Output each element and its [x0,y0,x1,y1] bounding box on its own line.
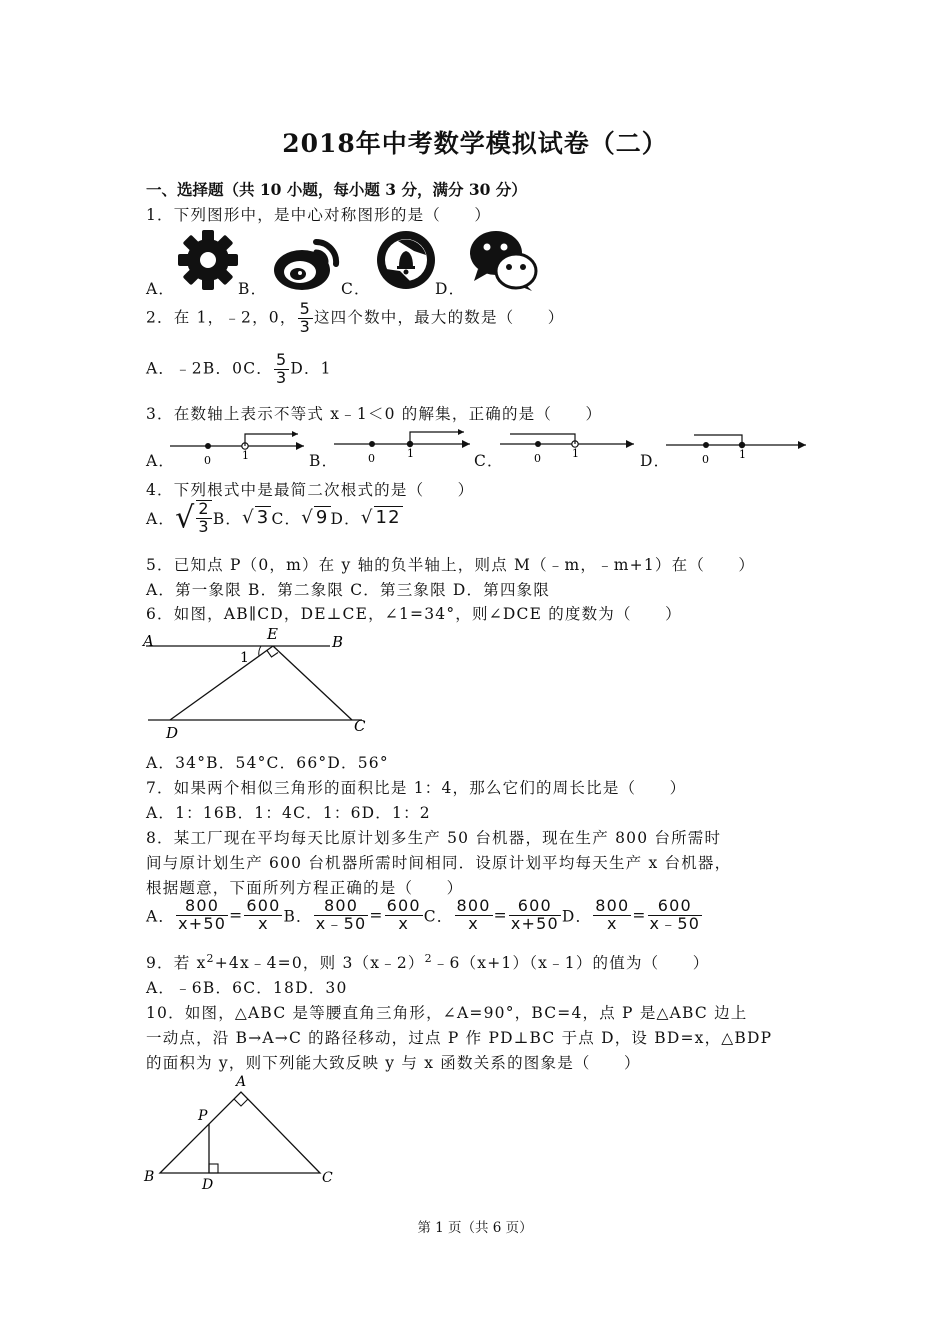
question-7-stem: 7．如果两个相似三角形的面积比是 1：4，那么它们的周长比是（ ） [146,779,687,797]
question-8-line-3: 根据题意，下面所列方程正确的是（ ） [146,879,464,897]
question-9-stem: 9．若 $x^2+4x﹣4=0$，则 3（x﹣2）$^2$﹣6（x+1）（x﹣1）的值为（ ） [146,951,710,972]
question-4-options: A．√ $\frac{2}{3}$ B．√ 3 C．√ 9 D．√ 12 [146,499,401,536]
fraction: $\frac{5}{3}$ [299,299,311,336]
label-a: A [236,1074,247,1090]
tick-1-label: 1 [242,449,249,462]
question-4-stem: 4．下列根式中是最简二次根式的是（ ） [146,481,475,499]
question-6-options: A．34°B．54°C．66°D．56° [146,754,389,772]
q1-option-b-label: B． [238,280,268,298]
sqrt-fraction: √ $\frac{2}{3}$ [175,499,210,536]
label-d: D [166,724,179,742]
sqrt-9: √ 9 [301,507,329,529]
tick-1-label: 1 [572,447,579,460]
q1-option-c-label: C． [341,280,371,298]
tick-0-label: 0 [702,453,709,466]
label-p: P [198,1108,208,1124]
q3-option-d-label: D． [640,452,671,470]
question-5-options: A．第一象限 B．第二象限 C．第三象限 D．第四象限 [146,581,551,599]
weibo-icon [270,232,344,292]
section-heading: 一、选择题（共 10 小题，每小题 3 分，满分 30 分） [146,180,527,199]
question-6-stem: 6．如图，AB∥CD，DE⊥CE，∠1=34°，则∠DCE 的度数为（ ） [146,605,682,623]
q3-option-c-label: C． [474,452,504,470]
bell-circle-icon [374,229,438,291]
q10-figure [140,1070,340,1194]
question-10-line-2: 一动点，沿 B→A→C 的路径移动，过点 P 作 PD⊥BC 于点 D，设 BD=x，△BDP [146,1029,773,1047]
label-c: C [322,1170,333,1186]
tick-1-label: 1 [407,447,414,460]
q6-figure [140,622,380,744]
label-e: E [267,625,278,643]
page-title: 2018年中考数学模拟试卷（二） [282,129,668,158]
question-8-line-1: 8．某工厂现在平均每天比原计划多生产 50 台机器，现在生产 800 台所需时 [146,829,722,847]
number-line-a [170,428,306,468]
tick-1-label: 1 [739,448,746,461]
sqrt-12: √ 12 [360,507,401,529]
question-8-options: A． $\frac{800}{x+50}$ = $\frac{600}{x}$ B． $\frac{800}{x﹣50}$ = $\frac{600}{x}$ C． $\frac{800}{x}$ = $\frac{600}{x+50}$ D． $\frac{800}{x}$ = $\frac{600}{x﹣50}$ [146,896,701,933]
label-c: C [354,717,366,735]
tick-0-label: 0 [204,454,211,467]
tick-0-label: 0 [534,452,541,465]
question-9-options: A．﹣6B．6C．18D．30 [146,979,348,997]
question-10-line-3: 的面积为 y，则下列能大致反映 y 与 x 函数关系的图象是（ ） [146,1054,641,1072]
sqrt-3: √ 3 [242,507,270,529]
question-5-stem: 5．已知点 P（0，m）在 y 轴的负半轴上，则点 M（﹣m，﹣m+1）在（ ） [146,556,756,574]
question-10-line-1: 10．如图，△ABC 是等腰直角三角形，∠A=90°，BC=4，点 P 是△ABC 边上 [146,1004,748,1022]
question-3-stem: 3．在数轴上表示不等式 x﹣1＜0 的解集，正确的是（ ） [146,405,603,423]
gear-icon [176,228,240,292]
number-line-b [334,428,472,468]
label-d: D [202,1177,214,1193]
label-a: A [143,632,154,650]
q1-option-a-label: A． [146,280,176,298]
question-1-stem: 1．下列图形中，是中心对称图形的是（ ） [146,206,492,224]
page-footer: 第 1 页（共 6 页） [417,1220,533,1236]
question-7-options: A．1：16B．1：4C．1：6D．1：2 [146,804,431,822]
wechat-icon [468,229,540,293]
q1-option-d-label: D． [435,280,466,298]
number-line-d [666,428,808,468]
number-line-c [500,428,636,468]
question-8-line-2: 间与原计划生产 600 台机器所需时间相同．设原计划平均每天生产 x 台机器， [146,854,732,872]
angle-1-label: 1 [240,650,249,666]
tick-0-label: 0 [368,452,375,465]
q3-option-a-label: A． [146,452,176,470]
fraction: $\frac{5}{3}$ [275,350,288,387]
label-b: B [332,633,344,651]
label-b: B [144,1169,155,1185]
question-2-options: A．﹣2B．0C． $\frac{5}{3}$ D．1 [146,350,332,387]
q3-option-b-label: B． [309,452,339,470]
question-2-stem: 2．在 1，﹣2，0， $\frac{5}{3}$ 这四个数中，最大的数是（ ） [146,299,565,336]
